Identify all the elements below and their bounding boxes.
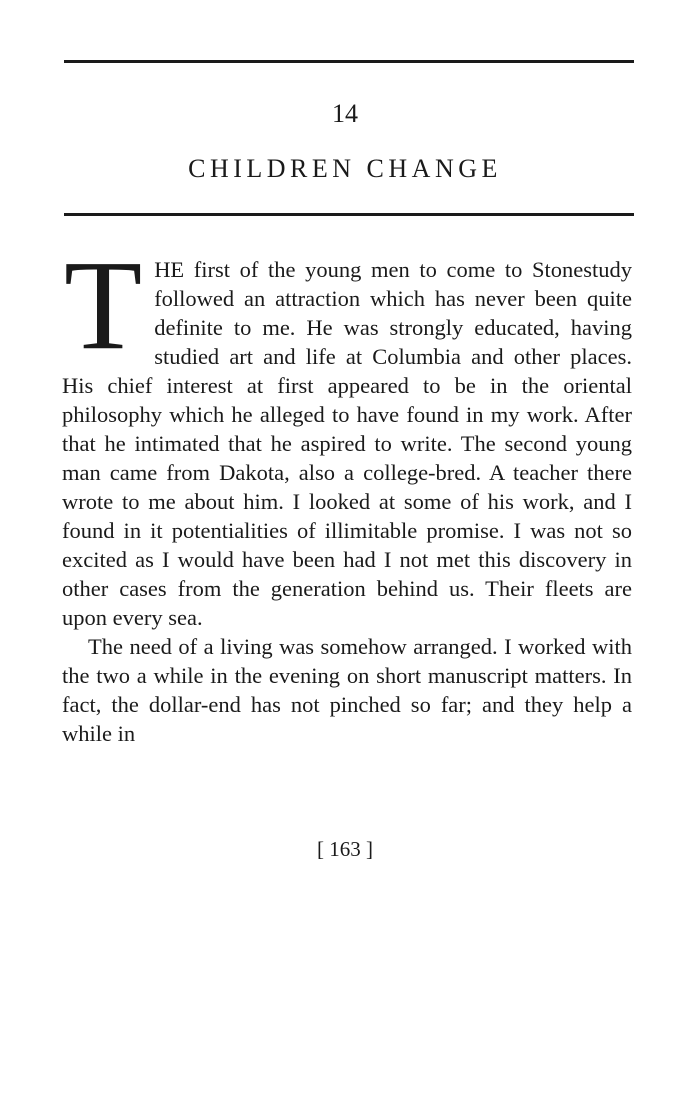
page-number: [ 163 ] [317,837,373,861]
chapter-number: 14 [332,99,358,128]
paragraph-1-text: HE first of the young men to come to Stonestudy followed an attraction which has never been quite definite to me. He was strongly educated, having studied art and life at Columbia and other places. His chief interest at first appeared to be in the oriental philosophy which he alleged to have found in my work. After that he intimated that he aspired to write. The second young man came from Dakota, also a college-bred. A teacher there wrote to me about him. I looked at some of his work, and I found in it potentialities of illimitable promise. I was not so excited as I would have been had I not met this discovery in other cases from the generation behind us. Their fleets are upon every sea. [62,257,632,630]
paragraph-1 [62,234,632,632]
paragraph-2: The need of a living was somehow arranged. I worked with the two a while in the evening on short manuscript matters. In fact, the dollar-end has not pinched so far; and they help a while in [62,634,632,746]
drop-cap: T [64,234,143,376]
body-text [62,234,632,748]
title-rule [64,213,634,216]
chapter-title: CHILDREN CHANGE [188,154,502,183]
top-rule [64,60,634,63]
